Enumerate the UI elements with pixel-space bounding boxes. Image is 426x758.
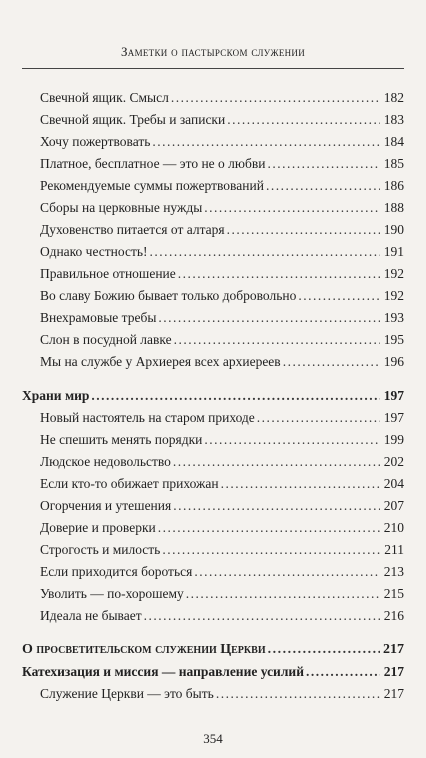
toc-entry-title: Однако честность!: [40, 244, 148, 259]
toc-entry-page: 185: [383, 156, 404, 171]
toc-entry: [22, 608, 404, 630]
toc-entry-title: Огорчения и утешения: [40, 498, 172, 513]
toc-entry-title: Новый настоятель на старом приходе: [40, 410, 255, 425]
toc-leader-dots: [267, 156, 380, 172]
toc-entry-page: 217: [383, 642, 404, 657]
toc-leader-dots: [298, 288, 380, 304]
toc-leader-dots: [221, 476, 380, 492]
toc-entry-title: Катехизация и миссия — направление усилий: [22, 664, 304, 679]
toc-leader-dots: [152, 134, 380, 150]
toc-entry-page: 193: [383, 310, 404, 325]
toc-entry: [22, 432, 404, 454]
toc-entry: [22, 686, 404, 708]
toc-entry: [22, 112, 404, 134]
toc-entry: [22, 266, 404, 288]
toc-leader-dots: [186, 586, 380, 602]
toc-entry: [22, 178, 404, 200]
toc-entry: [22, 388, 404, 410]
toc-entry-title: Во славу Божию бывает только добровольно: [40, 288, 297, 303]
toc-leader-dots: [173, 454, 380, 470]
toc-entry-title: Духовенство питается от алтаря: [40, 222, 225, 237]
toc-entry-page: 207: [383, 498, 404, 513]
toc-entry: [22, 520, 404, 542]
toc-entry-page: 210: [383, 520, 404, 535]
toc-leader-dots: [268, 642, 380, 658]
toc-leader-dots: [173, 498, 380, 514]
toc-entry-title: Доверие и проверки: [40, 520, 156, 535]
toc-entry: [22, 288, 404, 310]
toc-entry: [22, 642, 404, 664]
toc-leader-dots: [283, 354, 380, 370]
toc-entry-title: Мы на службе у Архиерея всех архиереев: [40, 354, 281, 369]
toc-entry-page: 183: [383, 112, 404, 127]
toc-entry-page: 190: [383, 222, 404, 237]
toc-leader-dots: [144, 608, 380, 624]
toc-leader-dots: [162, 542, 380, 558]
toc-entry: [22, 586, 404, 608]
toc-entry-title: Правильное отношение: [40, 266, 176, 281]
toc-entry-page: 213: [383, 564, 404, 579]
toc-entry: [22, 332, 404, 354]
toc-entry-page: 184: [383, 134, 404, 149]
toc-entry-page: 192: [383, 288, 404, 303]
toc-entry-page: 204: [383, 476, 404, 491]
toc-entry-title: Если приходится бороться: [40, 564, 193, 579]
toc-entry-title: Внехрамовые требы: [40, 310, 157, 325]
toc-entry-title: Слон в посудной лавке: [40, 332, 172, 347]
toc-entry: [22, 200, 404, 222]
toc-entry-page: 216: [383, 608, 404, 623]
toc-entry: [22, 134, 404, 156]
toc-leader-dots: [216, 686, 380, 702]
toc-entry-page: 217: [383, 664, 404, 679]
toc-entry-title: Храни мир: [22, 388, 90, 403]
toc-entry-page: 186: [383, 178, 404, 193]
toc-entry-title: Служение Церкви — это быть: [40, 686, 214, 701]
toc-entry-page: 192: [383, 266, 404, 281]
toc-entry-title: Свечной ящик. Смысл: [40, 90, 169, 105]
toc-leader-dots: [91, 388, 380, 404]
toc-entry-page: 197: [383, 410, 404, 425]
toc-entry: [22, 664, 404, 686]
toc-entry: [22, 564, 404, 586]
toc-leader-dots: [174, 332, 380, 348]
toc-entry-title: Сборы на церковные нужды: [40, 200, 203, 215]
toc-entry-title: Хочу пожертвовать: [40, 134, 151, 149]
toc-leader-dots: [171, 90, 380, 106]
toc-entry-title: Идеала не бывает: [40, 608, 142, 623]
toc-leader-dots: [227, 112, 380, 128]
toc-entry-page: 211: [384, 542, 404, 557]
toc-entry: [22, 410, 404, 432]
toc-entry: [22, 542, 404, 564]
toc-entry-title: Строгость и милость: [40, 542, 161, 557]
toc-entry-page: 182: [383, 90, 404, 105]
toc-leader-dots: [194, 564, 380, 580]
toc-entry: [22, 90, 404, 112]
toc-entry-page: 215: [383, 586, 404, 601]
toc-entry: [22, 454, 404, 476]
toc-entry-title: Свечной ящик. Требы и записки: [40, 112, 226, 127]
toc-entry: [22, 498, 404, 520]
toc-leader-dots: [158, 310, 380, 326]
toc-entry-title: Людское недовольство: [40, 454, 171, 469]
toc-entry: [22, 222, 404, 244]
toc-leader-dots: [204, 432, 380, 448]
toc-entry-title: Не спешить менять порядки: [40, 432, 203, 447]
toc-entry: [22, 354, 404, 376]
toc-leader-dots: [150, 244, 380, 260]
page-number: 354: [203, 731, 223, 746]
toc-leader-dots: [178, 266, 380, 282]
toc-entry-title: Уволить — по-хорошему: [40, 586, 184, 601]
toc-entry-title: Если кто-то обижает прихожан: [40, 476, 219, 491]
toc-entry-title: Платное, бесплатное — это не о любви: [40, 156, 266, 171]
toc-entry: [22, 156, 404, 178]
toc-leader-dots: [227, 222, 380, 238]
toc-entry-page: 197: [383, 388, 404, 403]
toc-leader-dots: [257, 410, 380, 426]
toc-entry: [22, 244, 404, 266]
toc-entry-page: 191: [383, 244, 404, 259]
toc-entry-page: 196: [383, 354, 404, 369]
toc-entry-title: Рекомендуемые суммы пожертвований: [40, 178, 264, 193]
toc-entry-page: 217: [383, 686, 404, 701]
toc-leader-dots: [158, 520, 380, 536]
toc-entry: [22, 310, 404, 332]
toc-entry-page: 199: [383, 432, 404, 447]
toc-entry-page: 195: [383, 332, 404, 347]
running-header: Заметки о пастырском служении: [120, 44, 306, 59]
toc-entry-title: О просветительском служении Церкви: [22, 642, 266, 657]
header-rule: [22, 68, 404, 69]
toc-leader-dots: [204, 200, 380, 216]
toc-entry-page: 202: [383, 454, 404, 469]
toc-leader-dots: [266, 178, 380, 194]
toc-entry: [22, 476, 404, 498]
toc-entry-page: 188: [383, 200, 404, 215]
toc-leader-dots: [306, 664, 380, 680]
